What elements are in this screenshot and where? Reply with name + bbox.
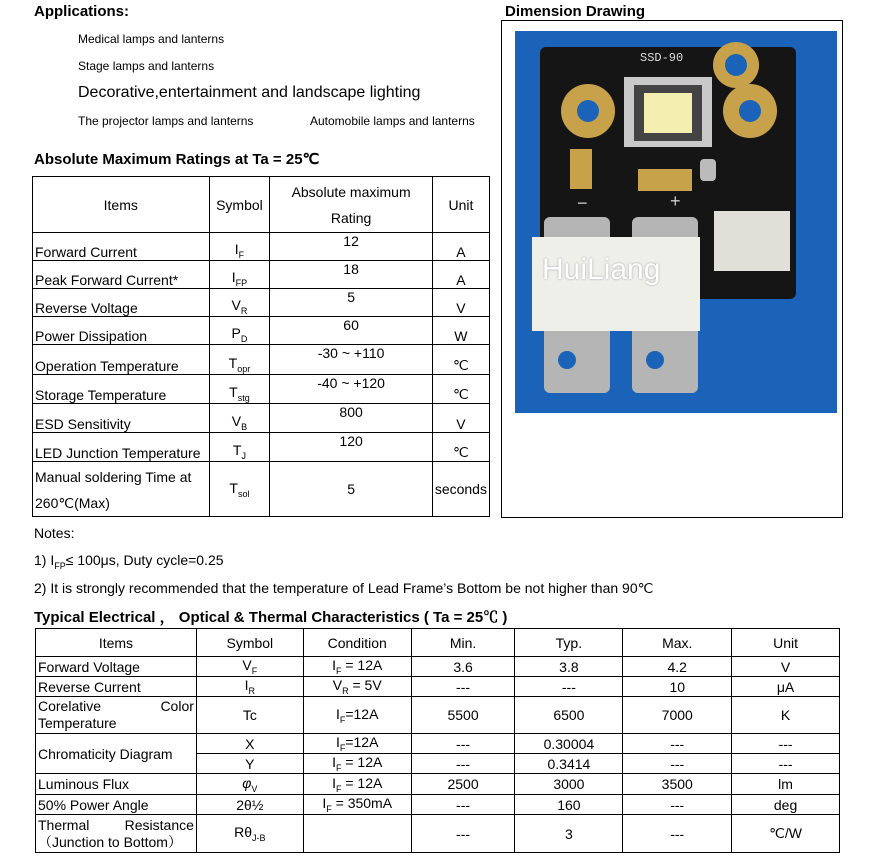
item-cell: LED Junction Temperature (33, 433, 210, 462)
table-row (36, 774, 840, 795)
symbol-cell: $\varphi_V$ (196, 774, 303, 795)
value-cell: 800 (270, 404, 432, 433)
item-cell: Luminous Flux (36, 774, 197, 795)
item-cell: Peak Forward Current* (33, 261, 210, 289)
item-cell: Operation Temperature (33, 345, 210, 375)
header-cell: Condition (303, 629, 411, 657)
min-cell: 5500 (411, 697, 515, 734)
item-cell: Reverse Current (36, 677, 197, 697)
header-cell: Symbol (196, 629, 303, 657)
table-row (33, 375, 490, 404)
symbol-cell: $T_{sol}$ (209, 462, 270, 517)
header-rating-1: Absolute maximum (291, 183, 411, 200)
symbol-cell: $R\theta_{J-B}$ (196, 815, 303, 853)
ratings-table (32, 176, 490, 517)
symbol-cell: $T_{opr}$ (209, 345, 270, 375)
symbol-cell: $I_F$ (209, 233, 270, 261)
unit-cell: ℃ (432, 433, 489, 462)
header-unit: Unit (432, 177, 489, 233)
dimension-title: Dimension Drawing (505, 3, 646, 20)
board-label: SSD-90 (640, 51, 684, 65)
typ-cell: 0.3414 (515, 754, 623, 774)
typ-cell: 3000 (515, 774, 623, 795)
header-rating (270, 177, 432, 233)
item-line: Manual soldering Time at (35, 469, 192, 485)
unit-cell: --- (732, 754, 840, 774)
item-cell (36, 697, 197, 734)
item-word: Corelative (38, 698, 102, 714)
symbol-cell: $T_{stg}$ (209, 375, 270, 404)
item-word: Resistance (124, 816, 194, 833)
max-cell: --- (623, 795, 732, 815)
symbol-cell: $V_R$ (209, 289, 270, 317)
note-2: 2) It is strongly recommended that the temperature of Lead Frame’s Bottom be not higher than 90℃ (34, 580, 654, 596)
min-cell: --- (411, 795, 515, 815)
header-cell: Min. (411, 629, 515, 657)
unit-cell: V (732, 657, 840, 677)
application-item: Stage lamps and lanterns (78, 59, 215, 73)
min-cell: --- (411, 754, 515, 774)
condition-cell: $V_R = 5V$ (303, 677, 411, 697)
note-1: 1) $I_{FP}\le 100\mu s$, Duty cycle=0.25 (34, 552, 224, 571)
unit-cell: V (432, 289, 489, 317)
table-row (33, 233, 490, 261)
table-row (36, 795, 840, 815)
min-cell: 2500 (411, 774, 515, 795)
item-word: Thermal (38, 816, 90, 833)
item-word: Temperature (38, 715, 117, 731)
condition-cell: $I_F = 350mA$ (303, 795, 411, 815)
table-row (33, 462, 490, 517)
typ-cell: 3.8 (515, 657, 623, 677)
symbol-cell: Y (196, 754, 303, 774)
application-item: The projector lamps and lanterns (78, 114, 254, 128)
plus-mark: + (670, 191, 681, 211)
min-cell: --- (411, 677, 515, 697)
max-cell: 4.2 (623, 657, 732, 677)
header-cell: Items (36, 629, 197, 657)
typ-cell: --- (515, 677, 623, 697)
typ-cell: 0.30004 (515, 734, 623, 754)
condition-cell: $I_F = 12A$ (303, 774, 411, 795)
min-cell: --- (411, 734, 515, 754)
condition-cell (303, 815, 411, 853)
minus-mark: − (577, 193, 588, 213)
max-cell: 10 (623, 677, 732, 697)
max-cell: --- (623, 734, 732, 754)
unit-cell: ℃ (432, 345, 489, 375)
value-cell: 60 (270, 317, 432, 345)
typ-cell: 3 (515, 815, 623, 853)
header-symbol: Symbol (209, 177, 270, 233)
application-item: Decorative,entertainment and landscape lighting (78, 84, 421, 101)
table-row (36, 815, 840, 853)
item-cell: ESD Sensitivity (33, 404, 210, 433)
unit-cell: ℃ (432, 375, 489, 404)
value-cell: 18 (270, 261, 432, 289)
symbol-cell: $T_J$ (209, 433, 270, 462)
unit-cell: μA (732, 677, 840, 697)
value-cell: -40 ~ +120 (270, 375, 432, 404)
symbol-cell: Tc (196, 697, 303, 734)
symbol-cell: $P_D$ (209, 317, 270, 345)
symbol-cell: $V_B$ (209, 404, 270, 433)
table-row (33, 289, 490, 317)
value-cell: 12 (270, 233, 432, 261)
typ-cell: 160 (515, 795, 623, 815)
unit-cell: --- (732, 734, 840, 754)
item-cell: Reverse Voltage (33, 289, 210, 317)
symbol-cell: 2θ½ (196, 795, 303, 815)
unit-cell: A (432, 261, 489, 289)
condition-cell: $I_F=12A$ (303, 697, 411, 734)
symbol-cell: $I_{FP}$ (209, 261, 270, 289)
electrical-title: Typical Electrical ， Optical & Thermal Characteristics ( Ta = 25℃ ) (34, 609, 508, 626)
symbol-cell: $I_R$ (196, 677, 303, 697)
condition-cell: $I_F=12A$ (303, 734, 411, 754)
header-cell: Typ. (515, 629, 623, 657)
item-cell (33, 462, 210, 517)
max-cell: 7000 (623, 697, 732, 734)
item-cell: Power Dissipation (33, 317, 210, 345)
unit-cell: seconds (432, 462, 489, 517)
unit-cell: lm (732, 774, 840, 795)
item-cell: Forward Voltage (36, 657, 197, 677)
symbol-cell: $V_F$ (196, 657, 303, 677)
table-row (36, 697, 840, 734)
symbol-cell: X (196, 734, 303, 754)
max-cell: --- (623, 754, 732, 774)
table-row (36, 657, 840, 677)
brand-text: HuiLiang (542, 253, 661, 286)
table-row (36, 677, 840, 697)
unit-cell: ℃/W (732, 815, 840, 853)
unit-cell: K (732, 697, 840, 734)
typ-cell: 6500 (515, 697, 623, 734)
unit-cell: W (432, 317, 489, 345)
unit-cell: A (432, 233, 489, 261)
table-row (33, 317, 490, 345)
value-cell: 120 (270, 433, 432, 462)
min-cell: 3.6 (411, 657, 515, 677)
min-cell: --- (411, 815, 515, 853)
applications-title: Applications: (34, 3, 130, 20)
value-cell: 5 (270, 462, 432, 517)
header-rating-2: Rating (330, 209, 372, 226)
table-row (33, 345, 490, 375)
table-row (33, 433, 490, 462)
table-row (33, 261, 490, 289)
table-row (33, 404, 490, 433)
value-cell: -30 ~ +110 (270, 345, 432, 375)
table-row (36, 734, 840, 754)
item-cell: Forward Current (33, 233, 210, 261)
table-header-row (33, 177, 490, 233)
item-word: （Junction to Bottom） (38, 833, 182, 850)
max-cell: 3500 (623, 774, 732, 795)
header-cell: Unit (732, 629, 840, 657)
max-cell: --- (623, 815, 732, 853)
notes-title: Notes: (34, 525, 75, 541)
value-cell: 5 (270, 289, 432, 317)
item-word: Color (160, 698, 194, 714)
unit-cell: V (432, 404, 489, 433)
item-cell: 50% Power Angle (36, 795, 197, 815)
condition-cell: $I_F = 12A$ (303, 754, 411, 774)
item-cell: Storage Temperature (33, 375, 210, 404)
header-cell: Max. (623, 629, 732, 657)
dimension-frame (501, 20, 843, 518)
unit-cell: deg (732, 795, 840, 815)
table-header-row (36, 629, 840, 657)
ratings-title: Absolute Maximum Ratings at Ta = 25℃ (34, 151, 320, 168)
electrical-table (35, 628, 840, 853)
item-cell (36, 815, 197, 853)
application-item: Medical lamps and lanterns (78, 32, 225, 46)
condition-cell: $I_F = 12A$ (303, 657, 411, 677)
item-line: 260℃(Max) (35, 495, 110, 511)
item-cell: Chromaticity Diagram (36, 734, 197, 774)
header-items: Items (33, 177, 210, 233)
application-item: Automobile lamps and lanterns (310, 114, 475, 128)
